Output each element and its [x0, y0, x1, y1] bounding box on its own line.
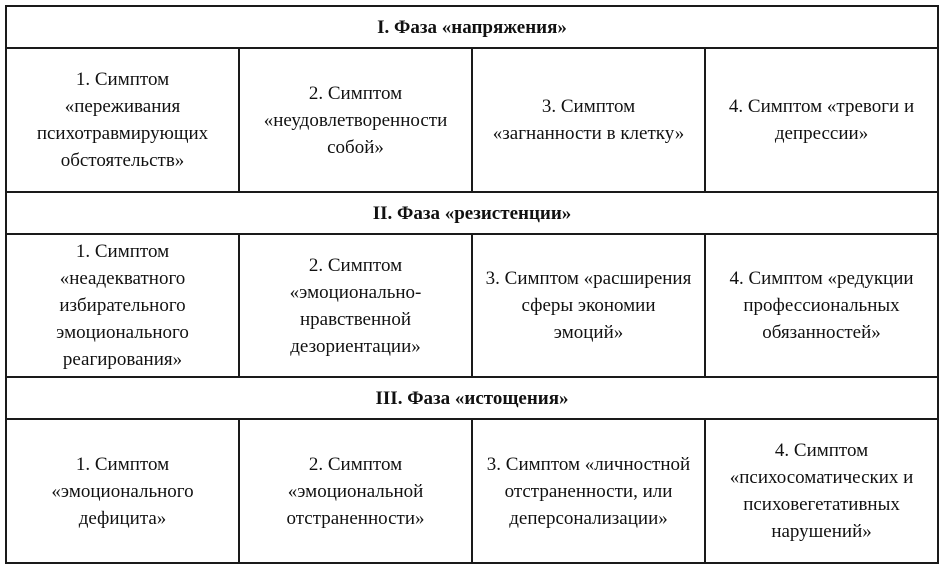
symptom-text-line: собой»: [327, 136, 384, 158]
symptom-text-line: дезориентации»: [290, 335, 421, 357]
symptom-text-line: эмоционального: [56, 322, 189, 343]
symptom-text-line: нравственной: [300, 308, 411, 330]
symptom-cell: [472, 48, 705, 192]
symptom-text-line: избирательного: [59, 295, 186, 316]
symptom-row: [6, 419, 938, 563]
symptom-text-line: «загнанности в клетку»: [492, 123, 685, 144]
symptom-cell: [239, 48, 472, 192]
symptom-cell: [239, 419, 472, 563]
symptom-cell: [239, 234, 472, 377]
symptom-text-line: отстраненности»: [286, 507, 425, 529]
symptom-text-line: 2. Симптом: [308, 254, 403, 276]
symptom-text-line: обстоятельств»: [60, 150, 185, 171]
symptom-text-line: 2. Симптом: [308, 82, 403, 104]
symptom-text-line: «эмоциональной: [287, 480, 424, 502]
symptom-text-line: 4. Симптом: [774, 440, 869, 461]
symptom-text-line: «эмоционально-: [289, 281, 422, 303]
symptom-text-line: нарушений»: [771, 521, 872, 542]
symptom-text-line: депрессии»: [774, 123, 869, 144]
symptom-cell: [6, 48, 239, 192]
symptom-text-line: реагирования»: [62, 349, 183, 370]
burnout-phases-table: [5, 5, 939, 564]
symptom-text-line: психовегетативных: [743, 494, 900, 515]
symptom-text-line: 4. Симптом «редукции: [729, 268, 914, 289]
symptom-text-line: 3. Симптом «личностной: [486, 453, 691, 475]
symptom-text-line: «неудовлетворенности: [263, 109, 448, 131]
symptom-row: [6, 234, 938, 377]
burnout-phases-table-wrapper: [5, 5, 937, 564]
symptom-text-line: 1. Симптом: [75, 69, 170, 90]
symptom-text-line: «неадекватного: [59, 268, 186, 289]
symptom-cell: [705, 234, 938, 377]
symptom-cell: [472, 234, 705, 377]
phase-header-row: [6, 192, 938, 234]
symptom-row: [6, 48, 938, 192]
symptom-cell: [6, 419, 239, 563]
symptom-text-line: обязанностей»: [762, 322, 881, 343]
symptom-cell: [472, 419, 705, 563]
phase-header-row: [6, 6, 938, 48]
symptom-text-line: эмоций»: [553, 322, 624, 343]
phase-title: III. Фаза «истощения»: [6, 377, 938, 419]
symptom-text-line: психотравмирующих: [36, 123, 209, 144]
symptom-text-line: «эмоционального: [51, 480, 194, 502]
symptom-text-line: дефицита»: [78, 507, 167, 529]
symptom-text-line: отстраненности, или: [504, 480, 673, 502]
phase-header-row: [6, 377, 938, 419]
symptom-cell: [705, 419, 938, 563]
symptom-text-line: 1. Симптом: [75, 453, 170, 475]
symptom-cell: [6, 234, 239, 377]
symptom-cell: [705, 48, 938, 192]
symptom-text-line: 2. Симптом: [308, 453, 403, 475]
symptom-text-line: деперсонализации»: [509, 507, 668, 529]
symptom-text-line: 3. Симптом «расширения: [485, 268, 692, 289]
symptom-text-line: сферы экономии: [521, 295, 656, 316]
symptom-text-line: профессиональных: [743, 295, 900, 316]
symptom-text-line: «психосоматических и: [729, 467, 914, 488]
phase-title: II. Фаза «резистенции»: [6, 192, 938, 234]
symptom-text-line: 3. Симптом: [541, 96, 636, 117]
symptom-text-line: 1. Симптом: [75, 241, 170, 262]
symptom-text-line: 4. Симптом «тревоги и: [728, 96, 915, 117]
symptom-text-line: «переживания: [64, 96, 181, 117]
phase-title: I. Фаза «напряжения»: [6, 6, 938, 48]
